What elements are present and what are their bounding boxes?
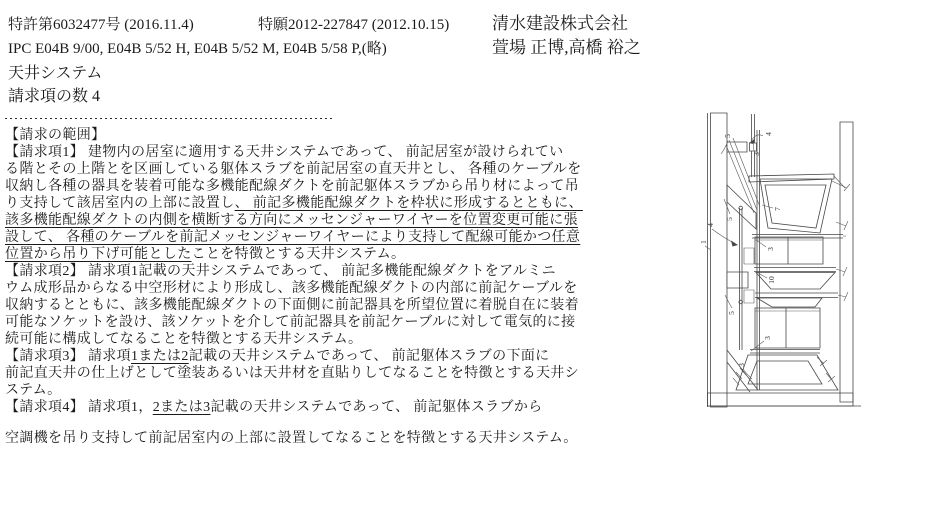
figure-label: 3 xyxy=(763,336,772,340)
claim-line: ウム成形品からなる中空形材により形成し、該多機能配線ダクトの内部に前記ケーブルを xyxy=(5,281,578,296)
figure-label: 3 xyxy=(737,363,746,367)
claim-line: 設して、 各種のケーブルを前記メッセンジャーワイヤーにより支持して配線可能かつ任意 xyxy=(5,230,581,245)
patent-number: 特許第6032477号 (2016.11.4) xyxy=(8,17,194,33)
figure-label: 3 xyxy=(766,247,775,251)
claims-count: 請求項の数 4 xyxy=(8,88,101,105)
claim-line: 空調機を吊り支持して前記居室内の上部に設置してなることを特徴とする天井システム。 xyxy=(5,431,578,446)
wall-anchor-bolts xyxy=(817,181,850,382)
label-leader-lines xyxy=(705,135,773,379)
figure-label: 7 xyxy=(773,207,782,211)
figure-label: 4 xyxy=(706,223,715,227)
claim-line: 該多機能配線ダクトの内側を横断する方向にメッセンジャーワイヤーを位置変更可能に張 xyxy=(5,213,578,228)
bottom-floor-panel xyxy=(736,355,838,390)
application-number: 特願2012-227847 (2012.10.15) xyxy=(258,17,450,33)
sloped-wall-panels xyxy=(727,185,758,392)
figure-label: 5 xyxy=(725,217,734,221)
claim-line: 【請求項3】 請求項1または2記載の天井システムであって、 前記躯体スラブの下面に xyxy=(5,349,550,364)
figure-label: 10 xyxy=(767,276,776,284)
claim-line: 可能なソケットを設け、該ソケットを介して前記器具を前記ケーブルに対して電気的に接 xyxy=(5,315,576,330)
ipc-classification: IPC E04B 9/00, E04B 5/52 H, E04B 5/52 M, E04B 5/58 P,(略) xyxy=(8,41,387,57)
claim-line: ステム。 xyxy=(5,383,62,398)
figure-label: 3 xyxy=(752,152,761,156)
claim-line: 前記直天井の仕上げとして塗装あるいは天井材を直貼りしてなることを特徴とする天井シ xyxy=(5,366,579,381)
claim-line: 【請求項1】 建物内の居室に適用する天井システムであって、 前記居室が設けられてい xyxy=(5,145,564,160)
claim-line: り支持して該居室内の上部に設置し、 前記多機能配線ダクトを枠状に形成するとともに、 xyxy=(5,196,583,211)
patent-figure xyxy=(698,110,862,414)
claim-line: 【請求項2】 請求項1記載の天井システムであって、 前記多機能配線ダクトをアルミニ xyxy=(5,264,556,279)
dashed-separator xyxy=(5,118,333,119)
claim-line: 【請求項4】 請求項1，2または3記載の天井システムであって、 前記躯体スラブから xyxy=(5,400,543,415)
upper-duct-unit xyxy=(749,174,846,238)
inventor-names: 萱場 正博,高橋 裕之 xyxy=(492,38,641,57)
assignee-name: 清水建設株式会社 xyxy=(492,14,628,33)
claim-line: 位置から吊り下げ可能としたことを特徴とする天井システム。 xyxy=(5,247,406,262)
claim-line: 収納するとともに、該多機能配線ダクトの下面側に前記器具を所望位置に着脱自在に装着 xyxy=(5,298,579,313)
right-slab-hatched-wall xyxy=(840,122,853,402)
claim-line: 続可能に構成してなることを特徴とする天井システム。 xyxy=(5,332,363,347)
invention-title: 天井システム xyxy=(8,65,103,82)
figure-label: 5 xyxy=(723,134,732,138)
figure-label: 5 xyxy=(727,311,736,315)
floor-slab-hatched xyxy=(708,393,862,406)
figure-label: 1 xyxy=(699,240,708,244)
claim-line: る階とその上階とを区画している躯体スラブを前記居室の直天井とし、 各種のケーブルを xyxy=(5,162,582,177)
middle-duct-boxes xyxy=(744,237,838,353)
claim-line: 収納し各種の器具を装着可能な多機能配線ダクトを前記躯体スラブから吊り材によって吊 xyxy=(5,179,579,194)
figure-label: 4 xyxy=(764,132,773,136)
claims-section-title: 【請求の範囲】 xyxy=(5,128,106,143)
figure-number-labels xyxy=(699,132,782,367)
claims-text-block xyxy=(5,127,585,447)
